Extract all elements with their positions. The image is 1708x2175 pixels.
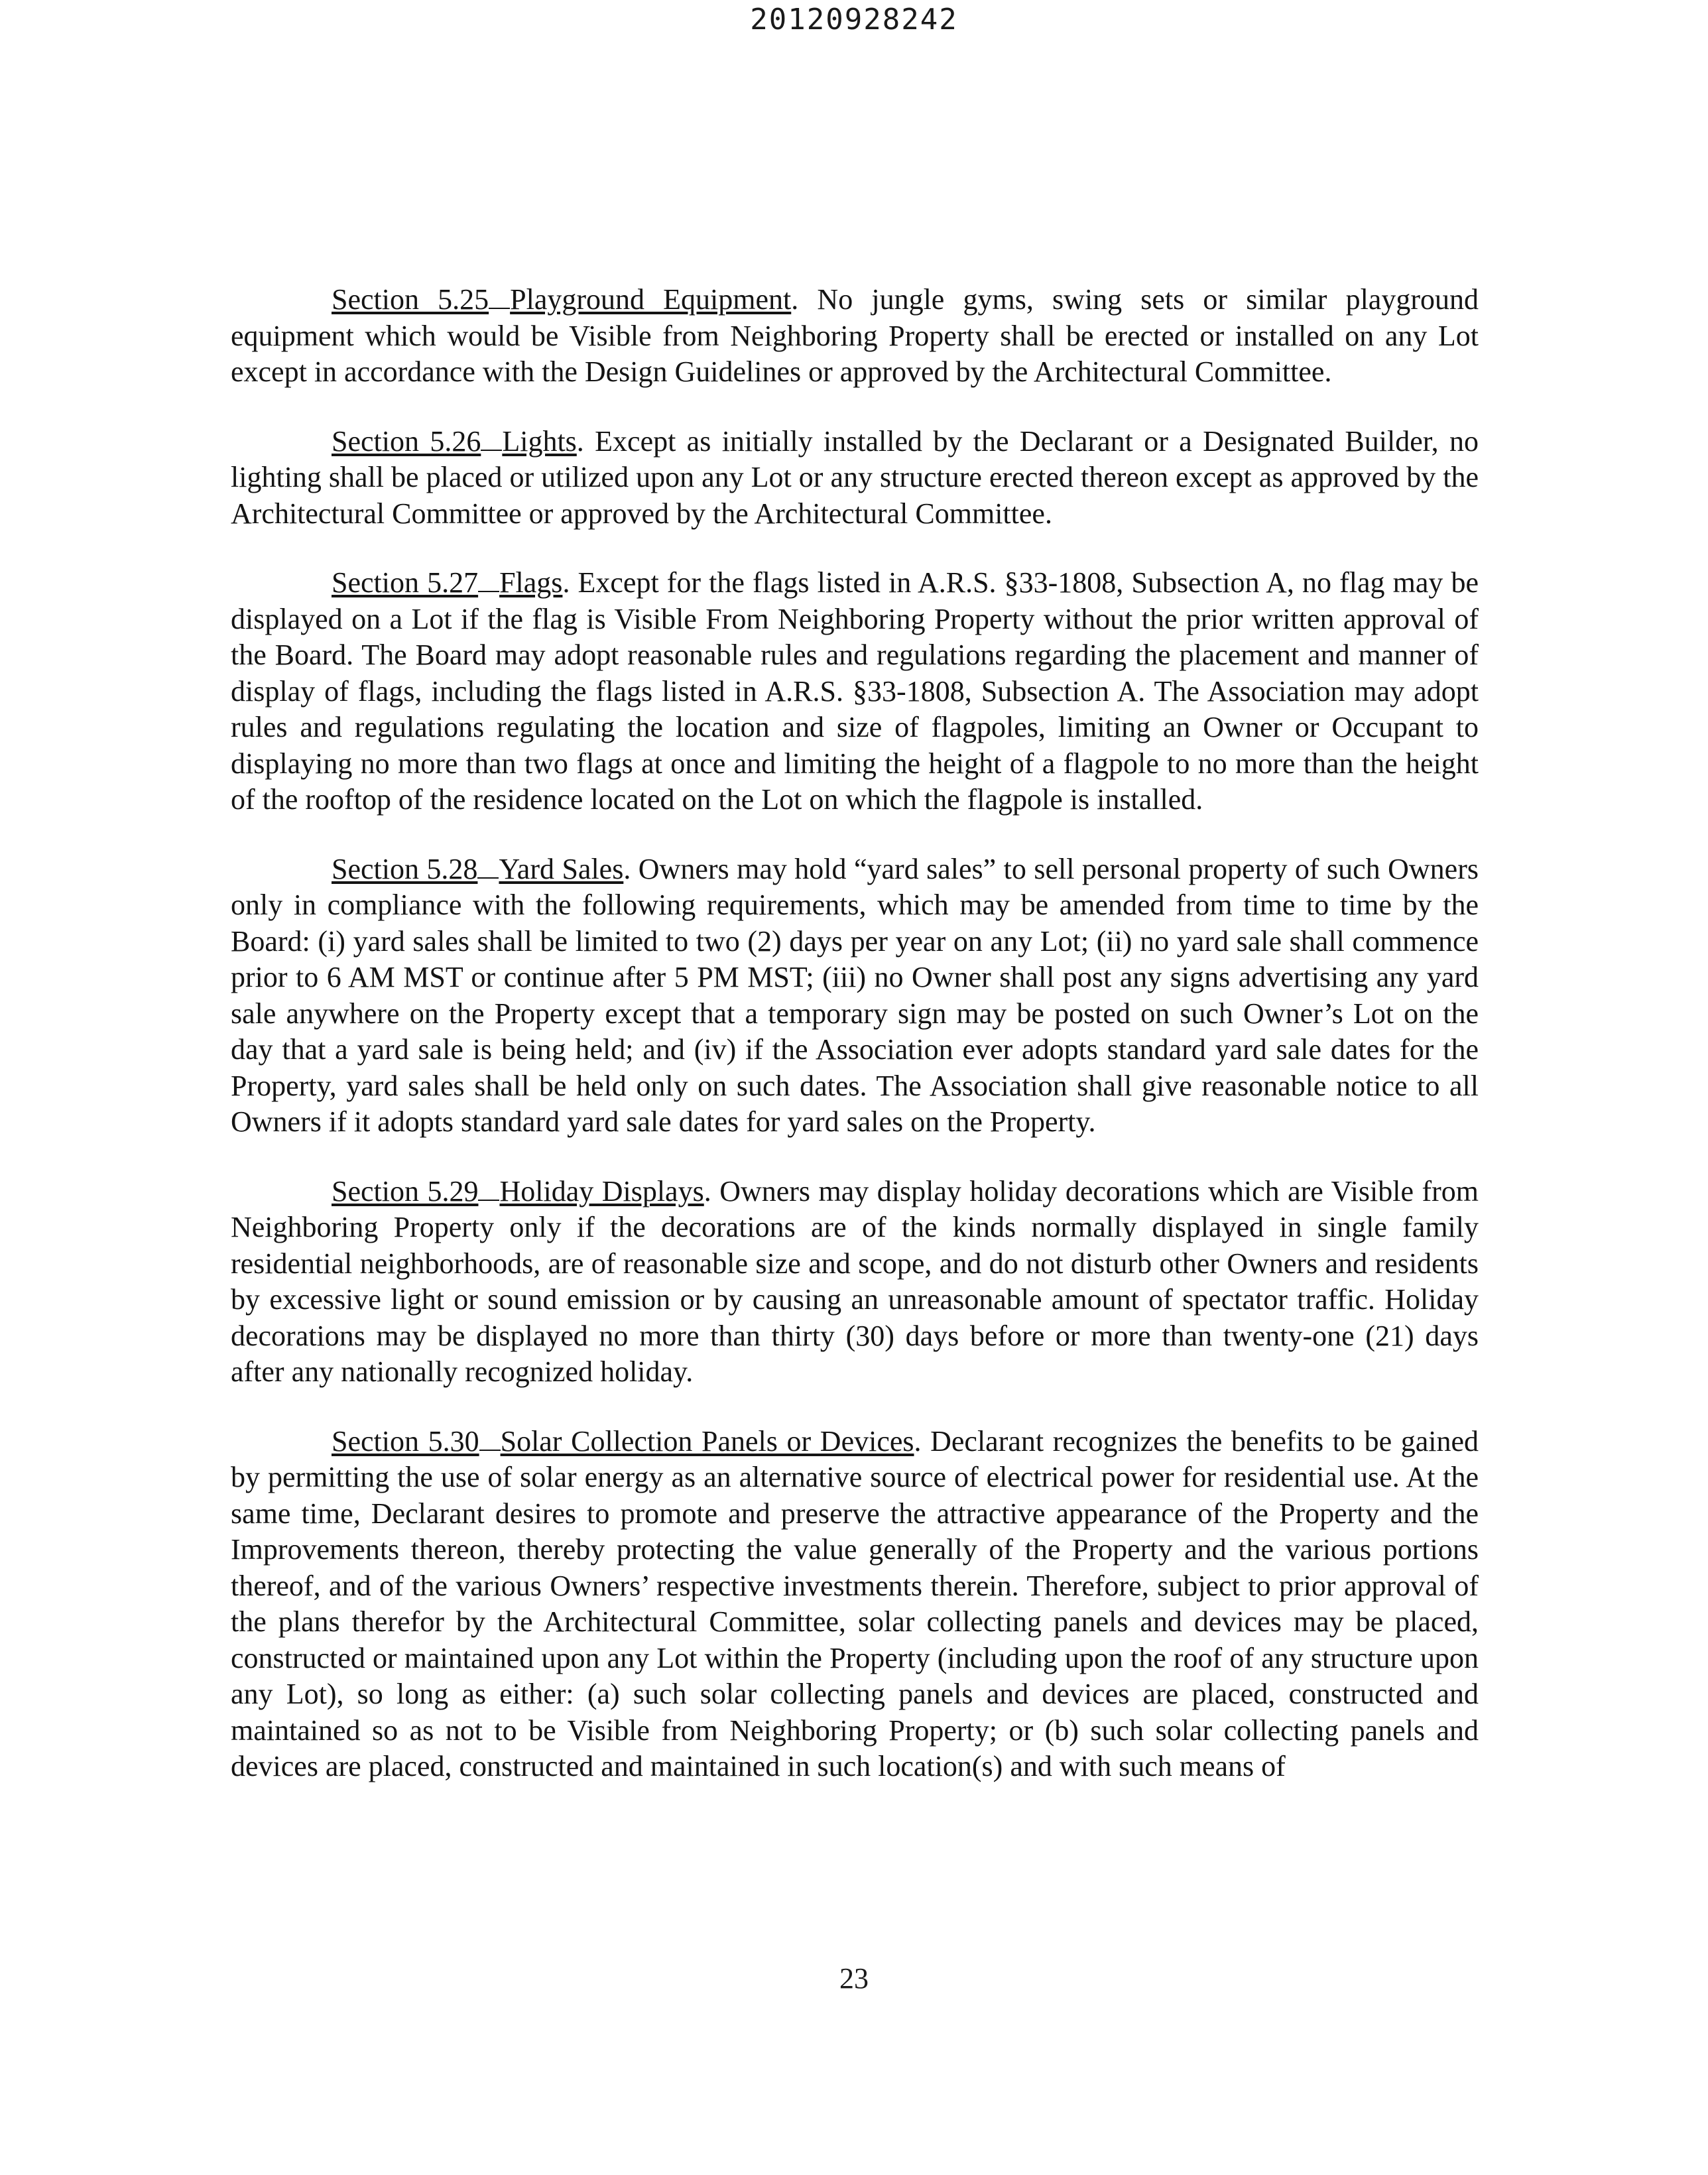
- section-gap: [478, 1174, 499, 1201]
- section-5-25: [231, 282, 1479, 391]
- document-body: [231, 282, 1479, 1818]
- section-title: Solar Collection Panels or Devices: [500, 1424, 914, 1458]
- section-gap: [477, 852, 499, 879]
- section-number: Section 5.28: [332, 852, 478, 885]
- section-text: . Owners may hold “yard sales” to sell personal property of such Owners only in compliance with the following requirements, which may be amended from time to time by the Board: (i) yard sales shall be limited to two (2) days per year on any Lot; (ii) no yard sale shall commence prior to 6 AM MST or continue after 5 PM MST; (iii) no Owner shall post any signs advertising any yard sale anywhere on the Property except that a temporary sign may be posted on such Owner’s Lot on the day that a yard sale is being held; and (iv) if the Association ever adopts standard yard sale dates for the Property, yard sales shall be held only on such dates. The Association shall give reasonable notice to all Owners if it adopts standard yard sale dates for yard sales on the Property.: [231, 852, 1479, 1138]
- section-gap: [489, 282, 510, 309]
- section-text: . No jungle gyms, swing sets or similar playground equipment which would be Visible from Neighboring Property shall be erected or installed on any Lot except in accordance with the Design Guidelines or approved by the Architectural Committee.: [231, 283, 1479, 388]
- section-number: Section 5.30: [332, 1424, 479, 1458]
- section-5-27: [231, 565, 1479, 818]
- section-gap: [479, 1424, 501, 1451]
- section-number: Section 5.26: [332, 424, 481, 458]
- section-title: Lights: [502, 424, 577, 458]
- section-5-29: [231, 1174, 1479, 1391]
- section-number: Section 5.29: [332, 1174, 479, 1208]
- section-text: . Declarant recognizes the benefits to be gained by permitting the use of solar energy as an alternative source of electrical power for residential use. At the same time, Declarant desires to promote and preserve the attractive appearance of the Property and the Improvements thereon, thereby protecting the value generally of the Property and the various portions thereof, and of the various Owners’ respective investments therein. Therefore, subject to prior approval of the plans therefor by the Architectural Committee, solar collecting panels and devices may be placed, constructed or maintained upon any Lot within the Property (including upon the roof of any structure upon any Lot), so long as either: (a) such solar collecting panels and devices are placed, constructed and maintained so as not to be Visible from Neighboring Property; or (b) such solar collecting panels and devices are placed, constructed and maintained in such location(s) and with such means of: [231, 1424, 1479, 1782]
- section-gap: [478, 566, 499, 592]
- section-text: . Except for the flags listed in A.R.S. §33-1808, Subsection A, no flag may be displayed on a Lot if the flag is Visible From Neighboring Property without the prior written approval of the Board. The Board may adopt reasonable rules and regulations regarding the placement and manner of display of flags, including the flags listed in A.R.S. §33-1808, Subsection A. The Association may adopt rules and regulations regulating the location and size of flagpoles, limiting an Owner or Occupant to displaying no more than two flags at once and limiting the height of a flagpole to no more than the height of the rooftop of the residence located on the Lot on which the flagpole is installed.: [231, 566, 1479, 816]
- section-5-30: [231, 1424, 1479, 1785]
- section-number: Section 5.25: [332, 283, 489, 316]
- section-title: Flags: [499, 566, 563, 599]
- section-title: Yard Sales: [499, 852, 624, 885]
- document-number: 20120928242: [750, 3, 958, 36]
- section-title: Holiday Displays: [499, 1174, 704, 1208]
- section-5-28: [231, 851, 1479, 1141]
- section-gap: [481, 424, 502, 451]
- section-title: Playground Equipment: [510, 283, 792, 316]
- section-5-26: [231, 424, 1479, 532]
- section-number: Section 5.27: [332, 566, 479, 599]
- page-number: 23: [839, 1962, 869, 1995]
- section-text: . Except as initially installed by the Declarant or a Designated Builder, no lighting shall be placed or utilized upon any Lot or any structure erected thereon except as approved by the Architectural Committee or approved by the Architectural Committee.: [231, 424, 1479, 530]
- section-text: . Owners may display holiday decorations which are Visible from Neighboring Property only if the decorations are of the kinds normally displayed in single family residential neighborhoods, are of reasonable size and scope, and do not disturb other Owners and residents by excessive light or sound emission or by causing an unreasonable amount of spectator traffic. Holiday decorations may be displayed no more than thirty (30) days before or more than twenty-one (21) days after any nationally recognized holiday.: [231, 1174, 1479, 1388]
